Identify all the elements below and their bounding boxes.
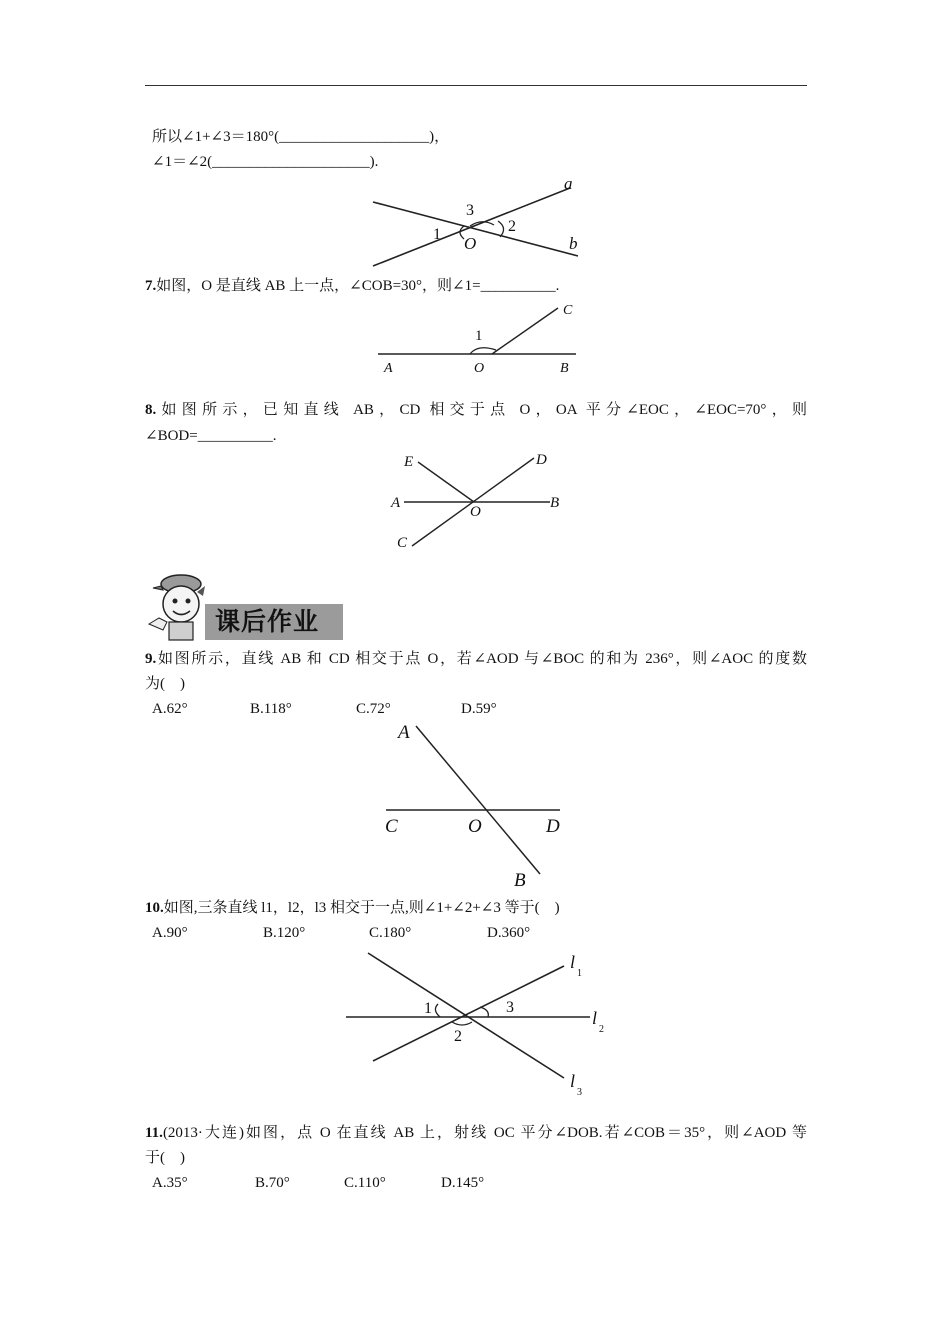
label-C: C — [563, 303, 573, 318]
question-11-line-2: 于( ) — [145, 1150, 185, 1166]
label-l1-subscript: 1 — [577, 968, 582, 979]
label-D: D — [546, 816, 560, 837]
question-8-line-2: ∠BOD=__________. — [145, 428, 277, 444]
label-B: B — [560, 361, 569, 376]
q11-option-a: A.35° — [152, 1175, 188, 1191]
q9-option-a: A.62° — [152, 701, 188, 717]
figure-intersecting-lines-ab — [360, 168, 600, 270]
question-10 — [145, 898, 560, 918]
q11-option-b: B.70° — [255, 1175, 290, 1191]
label-E: E — [404, 454, 414, 470]
angle-label-3: 3 — [506, 999, 514, 1016]
homework-banner — [145, 572, 343, 642]
question-number: 10. — [145, 900, 164, 916]
q11-option-c: C.110° — [344, 1175, 386, 1191]
header-rule — [145, 85, 807, 86]
label-O: O — [470, 504, 481, 520]
figure-q9 — [378, 718, 568, 890]
answer-line-2: ∠1＝∠2(_____________________). — [152, 154, 379, 170]
question-number: 11. — [145, 1125, 163, 1141]
question-8-line-1 — [145, 400, 807, 420]
figure-q7 — [370, 298, 585, 378]
label-A: A — [384, 361, 393, 376]
question-11-line-1 — [145, 1123, 807, 1143]
question-9-line-1 — [145, 649, 807, 669]
angle-label-1: 1 — [433, 226, 441, 243]
label-o: O — [464, 234, 477, 253]
label-l1: l — [570, 952, 576, 972]
label-a: a — [564, 174, 573, 193]
q10-option-b: B.120° — [263, 925, 306, 941]
figure-q10 — [340, 946, 612, 1098]
q9-option-c: C.72° — [356, 701, 391, 717]
angle-label-1: 1 — [424, 1000, 432, 1017]
label-D: D — [536, 452, 547, 468]
label-O: O — [474, 361, 485, 376]
q9-option-b: B.118° — [250, 701, 292, 717]
label-l2-subscript: 2 — [599, 1024, 604, 1035]
label-C: C — [385, 816, 398, 837]
question-7 — [145, 276, 559, 296]
question-text: 如图所示，直线 AB 和 CD 相交于点 O，若∠AOD 与∠BOC 的和为 236°，则∠AOC 的度数 — [156, 651, 807, 667]
angle-label-2: 2 — [454, 1028, 462, 1045]
question-number: 9. — [145, 651, 157, 667]
question-text: 如图所示，已知直线 AB，CD 相交于点 O，OA 平分∠EOC，∠EOC=70°，则 — [156, 402, 807, 418]
angle-label-1: 1 — [475, 328, 483, 344]
figure-q8 — [388, 446, 573, 554]
question-text: 如图，O 是直线 AB 上一点，∠COB=30°，则∠1=__________. — [156, 278, 560, 294]
q9-option-d: D.59° — [461, 701, 497, 717]
label-B: B — [514, 870, 526, 890]
question-number: 7. — [145, 278, 157, 294]
q10-option-a: A.90° — [152, 925, 188, 941]
label-B: B — [550, 495, 560, 511]
label-l3-subscript: 3 — [577, 1087, 582, 1098]
label-l2: l — [592, 1008, 598, 1028]
question-text: (2013·大连)如图，点 O 在直线 AB 上，射线 OC 平分∠DOB.若∠COB＝35°，则∠AOD 等 — [162, 1125, 807, 1141]
angle-label-2: 2 — [508, 218, 516, 235]
label-b: b — [569, 234, 578, 253]
question-9-line-2: 为( ) — [145, 676, 185, 692]
label-C: C — [397, 535, 408, 551]
question-number: 8. — [145, 402, 157, 418]
label-A: A — [391, 495, 401, 511]
label-A: A — [398, 722, 410, 743]
angle-label-3: 3 — [466, 202, 474, 219]
q10-option-d: D.360° — [487, 925, 531, 941]
q10-option-c: C.180° — [369, 925, 412, 941]
label-O: O — [468, 816, 482, 837]
label-l3: l — [570, 1071, 576, 1091]
banner-title: 课后作业 — [215, 607, 320, 636]
q11-option-d: D.145° — [441, 1175, 485, 1191]
question-text: 如图,三条直线 l1，l2，l3 相交于一点,则∠1+∠2+∠3 等于( ) — [163, 900, 560, 916]
answer-line-1: 所以∠1+∠3＝180°(____________________)， — [152, 129, 450, 145]
